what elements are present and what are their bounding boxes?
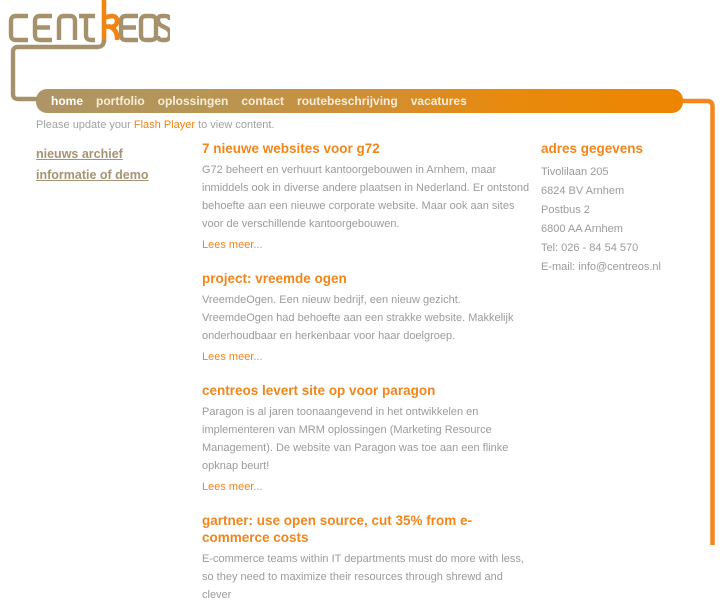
- address-column: [541, 140, 706, 277]
- nav-item-contact[interactable]: contact: [241, 94, 285, 108]
- nav-item-home[interactable]: home: [51, 94, 84, 108]
- main-navbar: [36, 89, 683, 113]
- address-street: Tivolilaan 205: [541, 166, 609, 178]
- address-phone: Tel: 026 - 84 54 570: [541, 242, 639, 254]
- address-postcode: 6824 BV Arnhem: [541, 185, 625, 197]
- address-postbus-postcode: 6800 AA Arnhem: [541, 223, 623, 235]
- flash-notice-prefix: Please update your: [36, 119, 134, 131]
- flash-notice-suffix: to view content.: [195, 119, 275, 131]
- article-title: 7 nieuwe websites voor g72: [202, 141, 380, 156]
- address-title: adres gegevens: [541, 141, 644, 156]
- lees-meer-link[interactable]: Lees meer...: [202, 481, 263, 493]
- sidebar-link-informatie-of-demo[interactable]: informatie of demo: [36, 168, 149, 182]
- article-body: Paragon is al jaren toonaangevend in het ontwikkelen en implementeren van MRM oplossingen (Marketing Resource Management). De website van Paragon was toe aan een flinke opknap beurt!: [202, 406, 509, 472]
- news-column: [202, 140, 534, 606]
- news-article: [202, 382, 534, 512]
- article-body: E-commerce teams within IT departments must do more with less, so they need to maximize their resources through shrewd and clever: [202, 553, 524, 601]
- lees-meer-link[interactable]: Lees meer...: [202, 239, 263, 251]
- nav-item-routebeschrijving[interactable]: routebeschrijving: [297, 94, 398, 108]
- article-body: G72 beheert en verhuurt kantoorgebouwen in Arnhem, maar inmiddels ook in diverse andere plaatsen in Nederland. Er ontstond behoefte aan een nieuwe corporate website. Maar ook aan sites voor de verschillende kantoorgebouwen.: [202, 164, 530, 230]
- sidebar-link-nieuws-archief[interactable]: nieuws archief: [36, 147, 123, 161]
- article-body: VreemdeOgen. Een nieuw bedrijf, een nieuw gezicht. VreemdeOgen had behoefte aan een strakke website. Makkelijk onderhoudbaar en herkenbaar voor haar doelgroep.: [202, 294, 514, 342]
- address-postbus: Postbus 2: [541, 204, 590, 216]
- logo-r-accent: [104, 0, 117, 42]
- flash-player-link[interactable]: Flash Player: [133, 119, 195, 131]
- nav-item-vacatures[interactable]: vacatures: [410, 94, 467, 108]
- news-article: [202, 140, 534, 270]
- nav-item-oplossingen[interactable]: oplossingen: [157, 94, 229, 108]
- sidebar: [36, 147, 149, 182]
- news-article: [202, 270, 534, 382]
- article-title: gartner: use open source, cut 35% from e-commerce costs: [202, 513, 473, 545]
- address-email: E-mail: info@centreos.nl: [541, 261, 661, 273]
- flash-notice: [36, 119, 275, 131]
- lees-meer-link[interactable]: Lees meer...: [202, 351, 263, 363]
- news-article: [202, 512, 534, 604]
- nav-item-portfolio[interactable]: portfolio: [96, 94, 145, 108]
- article-title: project: vreemde ogen: [202, 271, 347, 286]
- article-title: centreos levert site op voor paragon: [202, 383, 436, 398]
